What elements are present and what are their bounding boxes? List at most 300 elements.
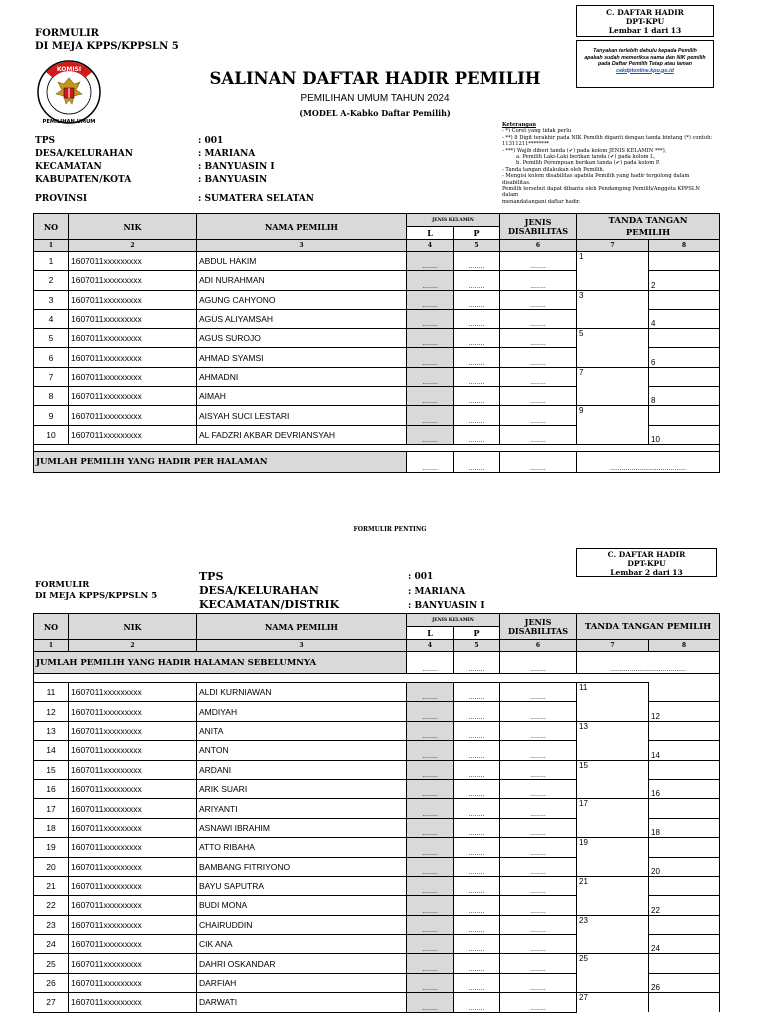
info-kecamatan-label: KECAMATAN	[35, 162, 102, 172]
row-signature-left[interactable]: 21	[577, 876, 649, 895]
row-disabilitas-field[interactable]: ........	[500, 741, 577, 760]
attendance-table-page1	[33, 213, 720, 473]
row-disabilitas-field[interactable]: ........	[500, 721, 577, 740]
row-signature-right-empty	[649, 954, 720, 973]
row-disabilitas-field[interactable]: ........	[500, 683, 577, 702]
info-tps-value: : 001	[198, 136, 224, 146]
row-signature-right[interactable]: 22	[649, 896, 720, 915]
keterangan-title: Keterangan	[502, 122, 537, 128]
header-tanda-tangan: TANDA TANGAN PEMILIH	[577, 614, 720, 640]
header-jenis-kelamin: JENIS KELAMIN	[407, 614, 500, 627]
form-label-page2	[35, 580, 157, 602]
row-signature-right[interactable]: 4	[649, 309, 720, 328]
keterangan-line: - Mengisi kolom disabilitas apabila Pemilih yang hadir tergolong dalam disabilitas.	[502, 173, 690, 186]
row-no: 24	[34, 935, 69, 954]
row-nama: ATTO RIBAHA	[197, 838, 407, 857]
row-l-checkbox[interactable]: ........	[407, 702, 454, 721]
page-title: SALINAN DAFTAR HADIR PEMILIH	[209, 69, 541, 88]
total-l-field[interactable]: ........	[407, 451, 454, 472]
row-p-checkbox[interactable]: ........	[454, 425, 500, 444]
table-row	[34, 309, 720, 328]
row-signature-right[interactable]: 20	[649, 857, 720, 876]
header-disabilitas-line2: DISABILITAS	[507, 625, 569, 636]
row-nama: AGUNG CAHYONO	[197, 290, 407, 309]
row-nik: 1607011xxxxxxxxx	[69, 367, 197, 386]
colnum: 1	[34, 640, 69, 652]
corner-line2: DPT-KPU	[627, 559, 666, 568]
notice-line2: apakah sudah memeriksa nama dan NIK pemilih	[584, 54, 706, 61]
row-no: 23	[34, 915, 69, 934]
row-signature-left[interactable]: 9	[577, 406, 649, 425]
row-p-checkbox[interactable]: ........	[454, 309, 500, 328]
row-signature-right-empty	[649, 252, 720, 271]
row-disabilitas-field[interactable]: ........	[500, 779, 577, 798]
row-disabilitas-field[interactable]: ........	[500, 857, 577, 876]
table-row	[34, 857, 720, 876]
row-nama: CIK ANA	[197, 935, 407, 954]
row-signature-right[interactable]: 16	[649, 779, 720, 798]
table-row	[34, 915, 720, 934]
colnum: 3	[197, 240, 407, 252]
prev-total-l-field[interactable]: ........	[407, 652, 454, 674]
row-disabilitas-field[interactable]: ........	[500, 367, 577, 386]
header-p: P	[454, 627, 500, 640]
row-l-checkbox[interactable]: ........	[407, 309, 454, 328]
header-nama: NAMA PEMILIH	[197, 614, 407, 640]
row-l-checkbox[interactable]: ........	[407, 838, 454, 857]
row-signature-right[interactable]: 26	[649, 973, 720, 992]
row-nik: 1607011xxxxxxxxx	[69, 309, 197, 328]
row-signature-left[interactable]: 11	[577, 683, 649, 702]
row-disabilitas-field[interactable]: ........	[500, 309, 577, 328]
header-l: L	[407, 227, 454, 240]
colnum: 5	[454, 640, 500, 652]
row-nama: AGUS ALIYAMSAH	[197, 309, 407, 328]
row-l-checkbox[interactable]: ........	[407, 387, 454, 406]
row-disabilitas-field[interactable]: ........	[500, 252, 577, 271]
row-l-checkbox[interactable]: ........	[407, 252, 454, 271]
row-signature-right[interactable]: 12	[649, 702, 720, 721]
row-signature-right-empty	[649, 993, 720, 1012]
row-p-checkbox[interactable]: ........	[454, 329, 500, 348]
table-row	[34, 818, 720, 837]
row-p-checkbox[interactable]: ........	[454, 993, 500, 1012]
row-nama: AGUS SUROJO	[197, 329, 407, 348]
row-p-checkbox[interactable]: ........	[454, 973, 500, 992]
row-disabilitas-field[interactable]: ........	[500, 290, 577, 309]
row-nik: 1607011xxxxxxxxx	[69, 406, 197, 425]
row-signature-left[interactable]: 5	[577, 329, 649, 348]
kpu-logo	[36, 54, 102, 130]
corner-line1: C. DAFTAR HADIR	[607, 550, 686, 559]
page-indicator: Lembar 2 dari 13	[610, 568, 683, 577]
header-disabilitas-line1: JENIS	[524, 616, 552, 627]
row-no: 27	[34, 993, 69, 1012]
row-l-checkbox[interactable]: ........	[407, 993, 454, 1012]
row-signature-left[interactable]: 25	[577, 954, 649, 973]
form-label-line1: FORMULIR	[35, 580, 90, 590]
row-signature-left[interactable]: 27	[577, 993, 649, 1012]
row-l-checkbox[interactable]: ........	[407, 760, 454, 779]
table-row	[34, 271, 720, 290]
row-disabilitas-field[interactable]: ........	[500, 896, 577, 915]
row-disabilitas-field[interactable]: ........	[500, 329, 577, 348]
row-nama: AISYAH SUCI LESTARI	[197, 406, 407, 425]
row-l-checkbox[interactable]: ........	[407, 954, 454, 973]
row-signature-right[interactable]: 14	[649, 741, 720, 760]
total-signature-field[interactable]: .......................................	[577, 451, 720, 472]
row-nik: 1607011xxxxxxxxx	[69, 741, 197, 760]
form-label	[35, 27, 179, 53]
info-kabupaten-label: KABUPATEN/KOTA	[35, 175, 132, 185]
row-l-checkbox[interactable]: ........	[407, 741, 454, 760]
row-signature-right-empty	[649, 838, 720, 857]
info-desa-value: : MARIANA	[198, 149, 256, 159]
row-signature-right[interactable]: 24	[649, 935, 720, 954]
row-signature-left[interactable]: 13	[577, 721, 649, 740]
info-kecamatan-value: : BANYUASIN I	[198, 162, 275, 172]
colnum: 4	[407, 640, 454, 652]
colnum: 8	[649, 640, 720, 652]
row-l-checkbox[interactable]: ........	[407, 367, 454, 386]
info-tps-label: TPS	[35, 136, 55, 146]
row-p-checkbox[interactable]: ........	[454, 290, 500, 309]
row-p-checkbox[interactable]: ........	[454, 799, 500, 818]
row-nik: 1607011xxxxxxxxx	[69, 799, 197, 818]
row-l-checkbox[interactable]: ........	[407, 290, 454, 309]
keterangan-line: menandatangani daftar hadir.	[502, 198, 581, 205]
row-signature-left[interactable]: 19	[577, 838, 649, 857]
prev-total-disabilitas-field[interactable]: ........	[500, 652, 577, 674]
row-p-checkbox[interactable]: ........	[454, 818, 500, 837]
row-p-checkbox[interactable]: ........	[454, 915, 500, 934]
row-signature-left-empty	[577, 387, 649, 406]
row-disabilitas-field[interactable]: ........	[500, 935, 577, 954]
row-signature-right[interactable]: 2	[649, 271, 720, 290]
row-disabilitas-field[interactable]: ........	[500, 915, 577, 934]
table-row	[34, 896, 720, 915]
row-nama: ADI NURAHMAN	[197, 271, 407, 290]
row-p-checkbox[interactable]: ........	[454, 838, 500, 857]
row-signature-left[interactable]: 3	[577, 290, 649, 309]
row-nik: 1607011xxxxxxxxx	[69, 857, 197, 876]
row-l-checkbox[interactable]: ........	[407, 915, 454, 934]
form-label-line2: DI MEJA KPPS/KPPSLN 5	[35, 591, 158, 601]
row-l-checkbox[interactable]: ........	[407, 721, 454, 740]
colnum: 2	[69, 640, 197, 652]
row-l-checkbox[interactable]: ........	[407, 876, 454, 895]
row-signature-left-empty	[577, 702, 649, 721]
row-l-checkbox[interactable]: ........	[407, 425, 454, 444]
row-l-checkbox[interactable]: ........	[407, 896, 454, 915]
row-nik: 1607011xxxxxxxxx	[69, 838, 197, 857]
row-l-checkbox[interactable]: ........	[407, 935, 454, 954]
row-p-checkbox[interactable]: ........	[454, 876, 500, 895]
row-signature-left-empty	[577, 741, 649, 760]
info-kecamatan-value: : BANYUASIN I	[408, 601, 485, 611]
row-nik: 1607011xxxxxxxxx	[69, 915, 197, 934]
row-nama: AIMAH	[197, 387, 407, 406]
row-p-checkbox[interactable]: ........	[454, 683, 500, 702]
colnum: 1	[34, 240, 69, 252]
row-p-checkbox[interactable]: ........	[454, 348, 500, 367]
row-l-checkbox[interactable]: ........	[407, 348, 454, 367]
header-nama: NAMA PEMILIH	[197, 214, 407, 240]
colnum: 6	[500, 640, 577, 652]
row-nik: 1607011xxxxxxxxx	[69, 973, 197, 992]
row-disabilitas-field[interactable]: ........	[500, 973, 577, 992]
row-nama: ABDUL HAKIM	[197, 252, 407, 271]
colnum: 6	[500, 240, 577, 252]
row-nama: AL FADZRI AKBAR DEVRIANSYAH	[197, 425, 407, 444]
table-row	[34, 367, 720, 386]
row-nik: 1607011xxxxxxxxx	[69, 329, 197, 348]
header-no: NO	[34, 214, 69, 240]
row-no: 8	[34, 387, 69, 406]
row-nama: ANTON	[197, 741, 407, 760]
row-nik: 1607011xxxxxxxxx	[69, 954, 197, 973]
row-signature-right-empty	[649, 799, 720, 818]
row-nik: 1607011xxxxxxxxx	[69, 271, 197, 290]
row-no: 6	[34, 348, 69, 367]
info-provinsi-label: PROVINSI	[35, 194, 88, 204]
row-nik: 1607011xxxxxxxxx	[69, 760, 197, 779]
row-no: 1	[34, 252, 69, 271]
table-row	[34, 799, 720, 818]
notice-line1: Tanyakan terlebih dahulu kepada Pemilih	[593, 48, 697, 54]
header-disabilitas-line1: JENIS	[524, 216, 552, 227]
row-no: 26	[34, 973, 69, 992]
row-nama: ASNAWI IBRAHIM	[197, 818, 407, 837]
row-signature-right[interactable]: 8	[649, 387, 720, 406]
table-row	[34, 387, 720, 406]
keterangan-line: - *) Coret yang tidak perlu	[502, 128, 572, 135]
row-disabilitas-field[interactable]: ........	[500, 876, 577, 895]
logo-bottom-text: PEMILIHAN UMUM	[42, 119, 96, 125]
row-signature-left[interactable]: 17	[577, 799, 649, 818]
row-disabilitas-field[interactable]: ........	[500, 271, 577, 290]
table-row	[34, 290, 720, 309]
row-signature-left[interactable]: 7	[577, 367, 649, 386]
logo-top-text: KOMISI	[56, 66, 82, 73]
header-tanda-tangan	[577, 214, 720, 240]
row-signature-right[interactable]: 6	[649, 348, 720, 367]
row-disabilitas-field[interactable]: ........	[500, 818, 577, 837]
row-signature-left-empty	[577, 348, 649, 367]
row-nik: 1607011xxxxxxxxx	[69, 252, 197, 271]
row-no: 10	[34, 425, 69, 444]
info-kecamatan-label: KECAMATAN/DISTRIK	[199, 598, 340, 611]
row-nama: CHAIRUDDIN	[197, 915, 407, 934]
row-nama: AHMAD SYAMSI	[197, 348, 407, 367]
row-p-checkbox[interactable]: ........	[454, 271, 500, 290]
table-row	[34, 838, 720, 857]
row-no: 4	[34, 309, 69, 328]
row-disabilitas-field[interactable]: ........	[500, 760, 577, 779]
keterangan-line: - **) 8 Digit terakhir pada NIK Pemilih diganti dengan tanda bintang (*) contoh:	[502, 134, 713, 141]
row-p-checkbox[interactable]: ........	[454, 702, 500, 721]
row-l-checkbox[interactable]: ........	[407, 857, 454, 876]
row-p-checkbox[interactable]: ........	[454, 252, 500, 271]
row-l-checkbox[interactable]: ........	[407, 406, 454, 425]
row-l-checkbox[interactable]: ........	[407, 818, 454, 837]
form-label-line2: DI MEJA KPPS/KPPSLN 5	[35, 41, 179, 52]
keterangan-line: 11311211********	[502, 141, 550, 148]
keterangan-line: a. Pemilih Laki-Laki berikan tanda (✔) pada kolom L,	[516, 154, 656, 161]
row-no: 2	[34, 271, 69, 290]
row-p-checkbox[interactable]: ........	[454, 406, 500, 425]
row-no: 12	[34, 702, 69, 721]
row-signature-left-empty	[577, 309, 649, 328]
header-nik: NIK	[69, 614, 197, 640]
row-disabilitas-field[interactable]: ........	[500, 425, 577, 444]
row-signature-right-empty	[649, 876, 720, 895]
corner-box-page1	[576, 5, 714, 37]
row-disabilitas-field[interactable]: ........	[500, 993, 577, 1012]
header-disabilitas	[500, 214, 577, 240]
page-indicator: Lembar 1 dari 13	[608, 26, 682, 35]
notice-line3: pada Daftar Pemilih Tetap atau laman	[598, 61, 692, 67]
info-kabupaten-value: : BANYUASIN	[198, 175, 268, 185]
row-l-checkbox[interactable]: ........	[407, 779, 454, 798]
row-no: 25	[34, 954, 69, 973]
row-p-checkbox[interactable]: ........	[454, 741, 500, 760]
row-signature-left-empty	[577, 935, 649, 954]
form-label-line1: FORMULIR	[35, 28, 99, 39]
keterangan-line: - Tanda tangan dilakukan oleh Pemilih.	[502, 166, 605, 173]
table-row	[34, 741, 720, 760]
colnum: 4	[407, 240, 454, 252]
colnum: 7	[577, 240, 649, 252]
row-no: 7	[34, 367, 69, 386]
colnum: 3	[197, 640, 407, 652]
row-p-checkbox[interactable]: ........	[454, 954, 500, 973]
row-disabilitas-field[interactable]: ........	[500, 406, 577, 425]
row-signature-left[interactable]: 23	[577, 915, 649, 934]
notice-link[interactable]: cekdptonline.kpu.go.id	[616, 67, 674, 74]
row-p-checkbox[interactable]: ........	[454, 721, 500, 740]
row-signature-left-empty	[577, 779, 649, 798]
row-p-checkbox[interactable]: ........	[454, 387, 500, 406]
table-row	[34, 406, 720, 425]
row-signature-right-empty	[649, 721, 720, 740]
row-nama: AMDIYAH	[197, 702, 407, 721]
row-nik: 1607011xxxxxxxxx	[69, 721, 197, 740]
row-signature-left[interactable]: 1	[577, 252, 649, 271]
header-p: P	[454, 227, 500, 240]
row-no: 18	[34, 818, 69, 837]
row-disabilitas-field[interactable]: ........	[500, 348, 577, 367]
row-signature-left-empty	[577, 818, 649, 837]
row-signature-right-empty	[649, 290, 720, 309]
row-disabilitas-field[interactable]: ........	[500, 387, 577, 406]
row-nama: DARWATI	[197, 993, 407, 1012]
row-signature-left-empty	[577, 425, 649, 444]
row-signature-left-empty	[577, 896, 649, 915]
row-nama: AHMADNI	[197, 367, 407, 386]
row-nik: 1607011xxxxxxxxx	[69, 935, 197, 954]
corner-box-page2	[576, 548, 717, 577]
row-no: 20	[34, 857, 69, 876]
row-nik: 1607011xxxxxxxxx	[69, 348, 197, 367]
keterangan-line: Pemilih tersebut dapat dibantu oleh Pendamping Pemilih/Anggota KPPSLN dalam	[502, 186, 700, 199]
row-p-checkbox[interactable]: ........	[454, 367, 500, 386]
row-signature-right[interactable]: 10	[649, 425, 720, 444]
row-disabilitas-field[interactable]: ........	[500, 838, 577, 857]
table-row	[34, 702, 720, 721]
row-disabilitas-field[interactable]: ........	[500, 799, 577, 818]
row-no: 3	[34, 290, 69, 309]
row-nik: 1607011xxxxxxxxx	[69, 896, 197, 915]
table-row	[34, 760, 720, 779]
table-row	[34, 721, 720, 740]
row-no: 13	[34, 721, 69, 740]
info-provinsi-value: : SUMATERA SELATAN	[198, 194, 315, 204]
row-l-checkbox[interactable]: ........	[407, 973, 454, 992]
row-nik: 1607011xxxxxxxxx	[69, 387, 197, 406]
row-disabilitas-field[interactable]: ........	[500, 702, 577, 721]
table-row	[34, 425, 720, 444]
info-tps-label: TPS	[199, 570, 224, 583]
table-row	[34, 993, 720, 1012]
model-label: (MODEL A-Kabko Daftar Pemilih)	[299, 108, 451, 118]
row-nama: BAMBANG FITRIYONO	[197, 857, 407, 876]
row-no: 21	[34, 876, 69, 895]
keterangan-notes	[502, 122, 717, 205]
row-signature-left[interactable]: 15	[577, 760, 649, 779]
prev-total-signature-field[interactable]: .......................................	[577, 652, 720, 674]
row-p-checkbox[interactable]: ........	[454, 935, 500, 954]
row-nik: 1607011xxxxxxxxx	[69, 818, 197, 837]
row-nik: 1607011xxxxxxxxx	[69, 876, 197, 895]
row-nik: 1607011xxxxxxxxx	[69, 290, 197, 309]
prev-page-total-label: JUMLAH PEMILIH YANG HADIR HALAMAN SEBELUMNYA	[34, 652, 407, 674]
row-nik: 1607011xxxxxxxxx	[69, 993, 197, 1012]
total-disabilitas-field[interactable]: ........	[500, 451, 577, 472]
row-signature-right[interactable]: 18	[649, 818, 720, 837]
table-row	[34, 935, 720, 954]
info-desa-value: : MARIANA	[408, 587, 466, 597]
row-l-checkbox[interactable]: ........	[407, 799, 454, 818]
row-nik: 1607011xxxxxxxxx	[69, 683, 197, 702]
colnum: 5	[454, 240, 500, 252]
row-p-checkbox[interactable]: ........	[454, 760, 500, 779]
row-p-checkbox[interactable]: ........	[454, 779, 500, 798]
row-nama: DARFIAH	[197, 973, 407, 992]
header-jenis-kelamin: JENIS KELAMIN	[407, 214, 500, 227]
row-l-checkbox[interactable]: ........	[407, 329, 454, 348]
attendance-table-page2	[33, 613, 720, 1013]
row-nik: 1607011xxxxxxxxx	[69, 425, 197, 444]
row-l-checkbox[interactable]: ........	[407, 683, 454, 702]
table-row	[34, 779, 720, 798]
colnum: 8	[649, 240, 720, 252]
separator-label: FORMULIR PENTING	[353, 526, 427, 533]
row-p-checkbox[interactable]: ........	[454, 896, 500, 915]
corner-line2: DPT-KPU	[625, 17, 665, 26]
corner-line1: C. DAFTAR HADIR	[606, 8, 684, 17]
row-signature-right-empty	[649, 367, 720, 386]
total-p-field[interactable]: ........	[454, 451, 500, 472]
row-no: 19	[34, 838, 69, 857]
row-no: 15	[34, 760, 69, 779]
info-desa-label: DESA/KELURAHAN	[199, 584, 319, 597]
prev-total-p-field[interactable]: ........	[454, 652, 500, 674]
row-p-checkbox[interactable]: ........	[454, 857, 500, 876]
row-l-checkbox[interactable]: ........	[407, 271, 454, 290]
row-disabilitas-field[interactable]: ........	[500, 954, 577, 973]
subtitle: PEMILIHAN UMUM TAHUN 2024	[300, 93, 450, 104]
